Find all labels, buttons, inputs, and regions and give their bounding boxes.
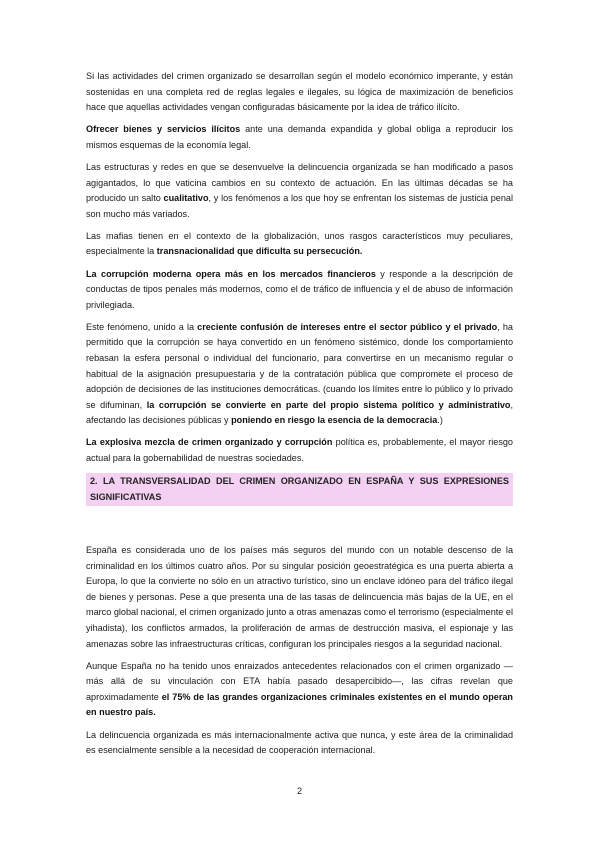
- bold-text: La corrupción moderna opera más en los mercados financieros: [86, 268, 376, 279]
- paragraph: [86, 122, 513, 153]
- paragraph: [86, 435, 513, 466]
- paragraph: [86, 267, 513, 314]
- paragraph: [86, 543, 513, 652]
- bold-text: el 75% de las grandes organizaciones criminales existentes en el mundo operan en nuestro país.: [86, 691, 513, 718]
- text-run: , ha permitido que la corrupción se haya convertido en un fenómeno sistémico, donde los comportamiento rebasan la esfera personal o individual del funcionario, para convertirse en un mecanismo regular o habitual de la asignación presupuestaria y de la contratación pública que compromete el proceso de adopción de decisiones de las instituciones democráticas. (cuando los límites entre lo público y lo privado se difuminan,: [86, 321, 513, 410]
- text-run: política es, probablemente, el mayor riesgo actual para la gobernabilidad de nuestras sociedades.: [86, 437, 513, 464]
- text-run: .): [437, 415, 443, 426]
- paragraph: [86, 69, 513, 116]
- bold-text: la corrupción se convierte en parte del propio sistema político y administrativo: [146, 399, 511, 410]
- bold-text: creciente confusión de intereses entre el sector público y el privado: [197, 321, 498, 332]
- text-run: ante una demanda expandida y global obliga a reproducir los mismos esquemas de la economía legal.: [86, 124, 513, 150]
- page-number: 2: [296, 786, 303, 796]
- paragraph: [86, 320, 513, 429]
- bold-text: poniendo en riesgo la esencia de la democracia: [231, 415, 438, 426]
- text-run: , y los fenómenos a los que hoy se enfrentan los sistemas de justicia penal son mucho más variados.: [86, 193, 513, 219]
- text-run: y responde a la descripción de conductas de tipos penales más modernos, como el de tráfico de influencia y el de abuso de información privilegiada.: [86, 268, 513, 310]
- text-run: La delincuencia organizada es más internacionalmente activa que nunca, y este área de la criminalidad es esencialmente sensible a la necesidad de cooperación internacional.: [86, 729, 513, 756]
- paragraph: [86, 728, 513, 759]
- bold-text: Ofrecer bienes y servicios ilícitos: [86, 124, 241, 135]
- section-heading: 2. LA TRANSVERSALIDAD DEL CRIMEN ORGANIZADO EN ESPAÑA Y SUS EXPRESIONES SIGNIFICATIVAS: [86, 473, 513, 506]
- paragraph: [86, 659, 513, 721]
- text-run: , afectando las decisiones públicas y: [86, 399, 513, 426]
- paragraph: [86, 229, 513, 260]
- text-run: Las estructuras y redes en que se desenvuelve la delincuencia organizada se han modificado a pasos agigantados, lo que vaticina cambios en su contexto de actuación. En las últimas décadas se ha producido un salto: [86, 161, 513, 204]
- text-run: Aunque España no ha tenido unos enraizados antecedentes relacionados con el crimen organizado —más allá de su vinculación con ETA había pasado desapercibido—, las cifras revelan que aproximadamente: [86, 660, 513, 702]
- text-run: Este fenómeno, unido a la: [86, 321, 198, 332]
- text-run: España es considerada uno de los países más seguros del mundo con un notable descenso de la criminalidad en los últimos cuatro años. Por su singular posición geoestratégica es una puerta abierta a Europa, lo que la convierte no sólo en un atractivo turístico, sino un enclave idóneo para del tráfico ilegal de bienes y personas. Pese a que presenta una de las tasas de delincuencia más bajas de la UE, en el marco global nacional, el crimen organizado junto a otras amenazas como el terrorismo (especialmente el yihadista), los conflictos armados, la proliferación de armas de destrucción masiva, el espionaje y las amenazas sobre las infraestructuras críticas, configuran los principales riesgos a la seguridad nacional.: [86, 544, 513, 649]
- body-text-section-2: [86, 543, 513, 759]
- bold-text: transnacionalidad que dificulta su persecución.: [156, 246, 363, 257]
- text-run: Si las actividades del crimen organizado se desarrollan según el modelo económico imperante, y están sostenidas en una completa red de reglas legales e ilegales, su lógica de maximización de beneficios hace que aquellas actividades vengan configuradas básicamente por la idea de tráfico ilícito.: [86, 71, 513, 113]
- paragraph: [86, 160, 513, 222]
- body-text-section-1: [86, 69, 513, 467]
- bold-text: cualitativo: [163, 193, 209, 204]
- bold-text: La explosiva mezcla de crimen organizado y corrupción: [86, 437, 333, 448]
- text-run: Las mafias tienen en el contexto de la globalización, unos rasgos característicos muy peculiares, especialmente la: [86, 230, 513, 257]
